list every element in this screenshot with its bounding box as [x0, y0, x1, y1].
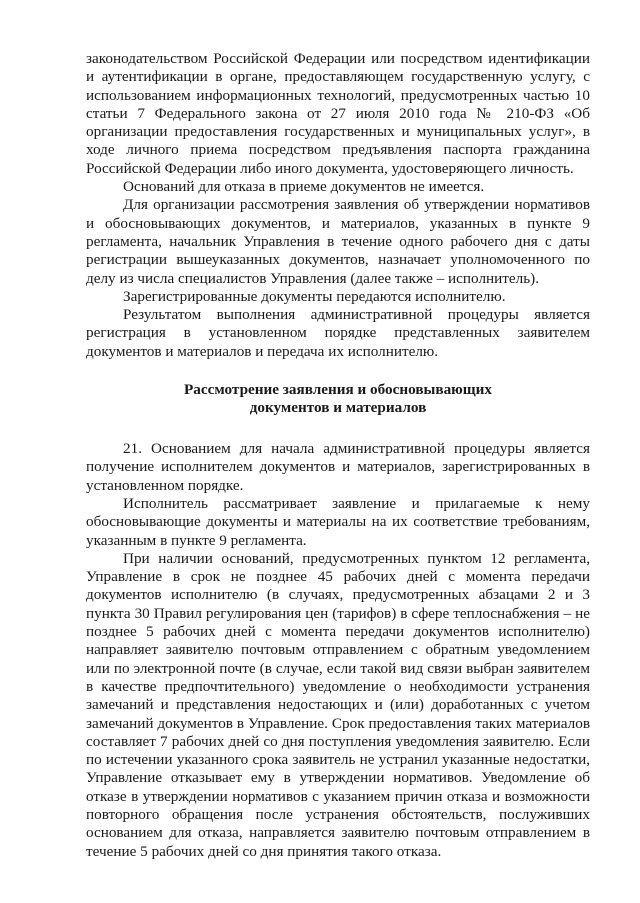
section-heading: [86, 381, 590, 416]
paragraph-continuation: законодательством Российской Федерации или посредством идентификации и аутентификации в органе, предоставляющем государственную услугу, с использованием информационных технологий, предусмотренных частью 10 статьи 7 Федерального закона от 27 июля 2010 года № 210-ФЗ «Об организации предоставления государственных и муниципальных услуг», в ходе личного приема посредством предъявления паспорта гражданина Российской Федерации либо иного документа, удостоверяющего личность.: [86, 50, 590, 177]
paragraph-documents-transferred: Зарегистрированные документы передаются исполнителю.: [123, 287, 506, 305]
paragraph-no-refusal-grounds: Оснований для отказа в приеме документов не имеется.: [123, 178, 485, 196]
paragraph-assign-executor: Для организации рассмотрения заявления об утверждении нормативов и обосновывающих документов, и материалов, указанных в пункте 9 регламента, начальник Управления в течение одного рабочего дня с даты регистрации вышеуказанных документов, назначает уполномоченного по делу из числа специалистов Управления (далее также – исполнитель).: [86, 196, 590, 287]
paragraph-notification-procedure: При наличии оснований, предусмотренных пунктом 12 регламента, Управление в срок не позднее 45 рабочих дней с момента передачи документов исполнителю (в случаях, предусмотренных абзацами 2 и 3 пункта 30 Правил регулирования цен (тарифов) в сфере теплоснабжения – не позднее 5 рабочих дней с момента передачи документов исполнителю) направляет заявителю почтовым отправлением с обратным уведомлением или по электронной почте (в случае, если такой вид связи выбран заявителем в качестве предпочтительного) уведомление о необходимости устранения замечаний и представления недостающих и (или) доработанных с учетом замечаний документов в Управление. Срок предоставления таких материалов составляет 7 рабочих дней со дня поступления уведомления заявителю. Если по истечении указанного срока заявитель не устранил указанные недостатки, Управление отказывает ему в утверждении нормативов. Уведомление об отказе в утверждении нормативов с указанием причин отказа и возможности повторного обращения после устранения обстоятельств, послуживших основанием для отказа, направляется заявителю почтовым отправлением в течение 5 рабочих дней со дня принятия такого отказа.: [86, 549, 590, 860]
paragraph-executor-review: Исполнитель рассматривает заявление и прилагаемые к нему обосновывающие документы и материалы на их соответствие требованиям, указанным в пункте 9 регламента.: [86, 494, 590, 549]
paragraph-procedure-result: Результатом выполнения административной процедуры является регистрация в установленном порядке представленных заявителем документов и материалов и передача их исполнителю.: [86, 306, 590, 360]
section-heading-line-2: документов и материалов: [249, 398, 427, 416]
paragraph-item-21: 21. Основанием для начала административной процедуры является получение исполнителем документов и материалов, зарегистрированных в установленном порядке.: [86, 440, 590, 494]
section-heading-line-1: Рассмотрение заявления и обосновывающих: [184, 381, 492, 399]
